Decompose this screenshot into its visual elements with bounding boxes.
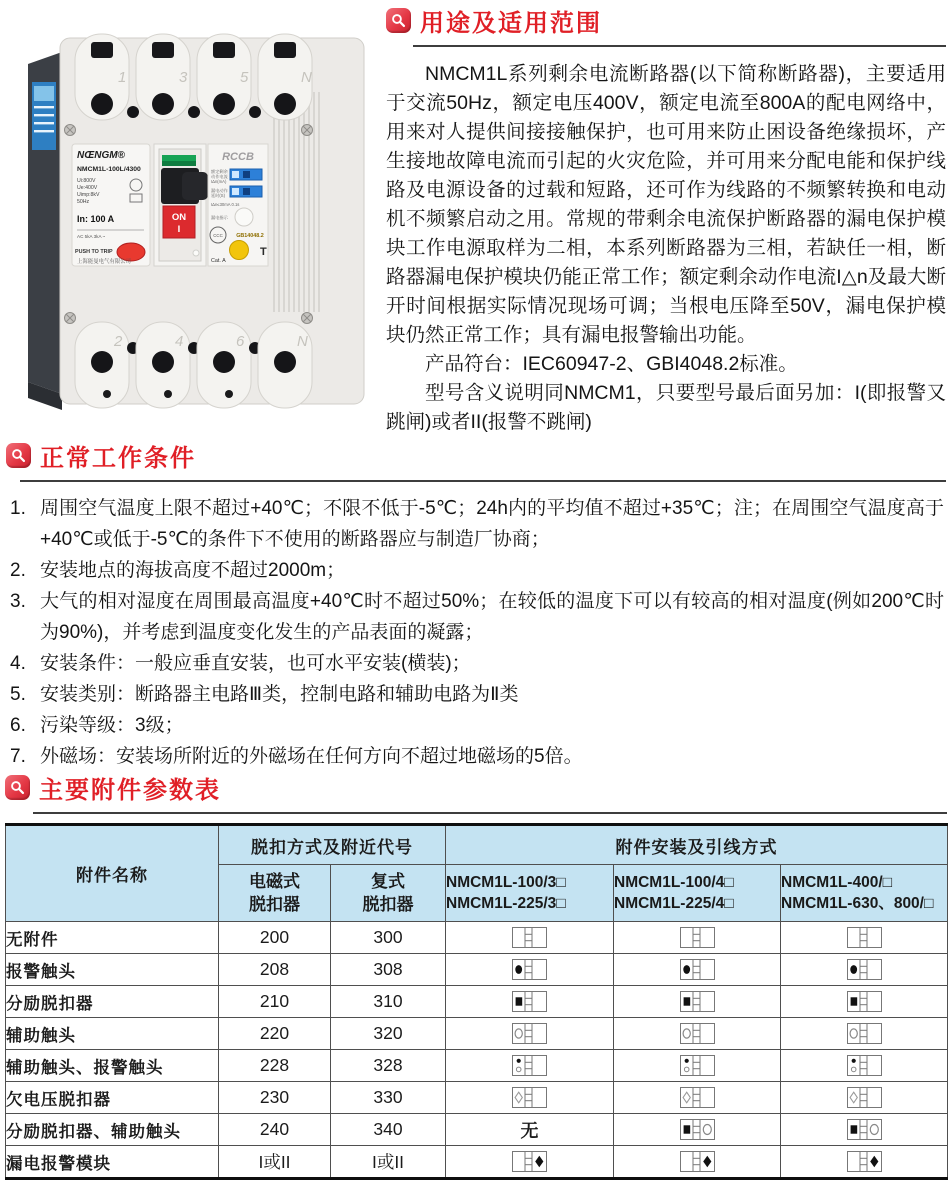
pole-number: 5 (240, 69, 249, 86)
wiring-icon-cell (614, 1146, 781, 1179)
condition-item (6, 555, 946, 586)
pole-number: N (297, 333, 308, 350)
section-divider (20, 480, 946, 482)
wiring-icon-cell (446, 1018, 614, 1050)
svg-text:CCC: CCC (213, 233, 223, 238)
column-group-install: 附件安装及引线方式 (446, 825, 948, 865)
electromagnetic-code: 220 (219, 1018, 331, 1050)
model-label: NMCM1L-100L/4300 (77, 166, 141, 173)
wiring-diamond-icon (680, 1087, 715, 1108)
svg-text:动作电流: 动作电流 (211, 174, 228, 179)
section-title: 用途及适用范围 (420, 10, 602, 37)
usage-paragraphs (386, 60, 946, 437)
condition-number: 3. (10, 591, 26, 612)
compound-code: 300 (331, 922, 446, 954)
wiring-icon-cell (446, 922, 614, 954)
condition-number: 1. (10, 498, 26, 519)
wiring-diamond_right-icon (847, 1151, 882, 1172)
condition-number: 2. (10, 560, 26, 581)
table-row (6, 1018, 948, 1050)
condition-item (6, 741, 946, 772)
accessory-name: 辅助触头、报警触头 (6, 1050, 219, 1082)
section-divider (33, 812, 947, 814)
electromagnetic-code: 210 (219, 986, 331, 1018)
section-accessory-table (5, 770, 947, 1180)
condition-item (6, 679, 946, 710)
condition-item (6, 586, 946, 648)
test-button-label: T (260, 246, 267, 258)
wiring-diamond_right-icon (512, 1151, 547, 1172)
wiring-plain-icon (847, 927, 882, 948)
svg-text:IΔn(mA): IΔn(mA) (211, 179, 227, 184)
compound-code: 310 (331, 986, 446, 1018)
svg-text:漏电指示: 漏电指示 (211, 215, 228, 220)
electromagnetic-code: 208 (219, 954, 331, 986)
wiring-icon-cell (614, 1114, 781, 1146)
no-accessory-text: 无 (446, 1114, 614, 1146)
svg-text:Uimp:8kV: Uimp:8kV (77, 192, 100, 198)
wiring-diamond_right-icon (680, 1151, 715, 1172)
switch-position-label: I (177, 224, 181, 235)
rated-current-label: In: 100 A (77, 214, 115, 224)
wiring-plain-icon (512, 927, 547, 948)
wiring-dot-icon (512, 959, 547, 980)
table-row (6, 954, 948, 986)
section-header (386, 3, 946, 38)
condition-text: 安装类别：断路器主电路Ⅲ类，控制电路和辅助电路为Ⅱ类 (40, 684, 519, 705)
accessory-name: 辅助触头 (6, 1018, 219, 1050)
compound-code: I或II (331, 1146, 446, 1179)
wiring-diamond-icon (847, 1087, 882, 1108)
wiring-square-icon (512, 991, 547, 1012)
accessory-name: 分励脱扣器 (6, 986, 219, 1018)
section-usage (386, 3, 946, 437)
wiring-dotpair-icon (512, 1055, 547, 1076)
compound-code: 308 (331, 954, 446, 986)
pole-number: 1 (118, 69, 127, 86)
product-photo (12, 22, 374, 420)
on-label: ON (171, 212, 187, 223)
electromagnetic-code: I或II (219, 1146, 331, 1179)
svg-text:IΔn≤30mA 0.1s: IΔn≤30mA 0.1s (211, 202, 240, 207)
pole-number: 4 (175, 333, 184, 350)
electromagnetic-code: 228 (219, 1050, 331, 1082)
indicator-window (235, 208, 253, 226)
wiring-icon-cell (781, 1018, 948, 1050)
accessory-name: 欠电压脱扣器 (6, 1082, 219, 1114)
wiring-dot-icon (680, 959, 715, 980)
condition-number: 4. (10, 653, 26, 674)
wiring-circle-icon (847, 1023, 882, 1044)
condition-item (6, 493, 946, 555)
section-header (6, 438, 946, 473)
wiring-dot-icon (847, 959, 882, 980)
accessory-name: 分励脱扣器、辅助触头 (6, 1114, 219, 1146)
wiring-icon-cell (781, 1082, 948, 1114)
svg-text:AC 5kA 3kA ~: AC 5kA 3kA ~ (77, 234, 106, 239)
wiring-icon-cell (446, 1082, 614, 1114)
usage-paragraph: 产品符台：IEC60947-2、GBI4048.2标准。 (425, 353, 798, 375)
condition-number: 7. (10, 746, 26, 767)
wiring-icon-cell (614, 1050, 781, 1082)
section-title: 主要附件参数表 (39, 777, 221, 804)
rccb-label: RCCB (222, 151, 254, 163)
electromagnetic-code: 240 (219, 1114, 331, 1146)
compound-code: 340 (331, 1114, 446, 1146)
wiring-icon-cell (614, 1018, 781, 1050)
wiring-icon-cell (614, 922, 781, 954)
pole-number: 2 (114, 333, 123, 350)
wiring-icon-cell (781, 1114, 948, 1146)
wiring-icon-cell (446, 1050, 614, 1082)
condition-text: 外磁场：安装场所附近的外磁场在任何方向不超过地磁场的5倍。 (40, 746, 583, 767)
table-row (6, 1050, 948, 1082)
column-header-model-3p: NMCM1L-100/3□ NMCM1L-225/3□ (446, 865, 614, 922)
svg-text:漏电动作: 漏电动作 (211, 188, 228, 193)
usage-paragraph: NMCM1L系列剩余电流断路器(以下简称断路器)，主要适用于交流50Hz，额定电压400V，额定电流至800A的配电网络中，用来对人提供间接接触保护，也可用来防止困设备绝缘损坏，产生接地故障电流而引起的火灾危险，并可用来分配电能和保护线路及电源设备的过载和短路，还可作为线路的不频繁转换和电动机不频繁启动之用。常规的带剩余电流保护断路器的漏电保护模块工作电源取样为二相，本系列断路器为三相，若缺任一相，断路器漏电保护模块仍能正常工作；额定剩余动作电流I△n及最大断开时间根据实际情况现场可调；当根电压降至50V，漏电保护模块仍然正常工作；具有漏电报警输出功能。 (386, 63, 946, 346)
wiring-icon-cell (614, 986, 781, 1018)
svg-text:Ui:800V: Ui:800V (77, 178, 96, 184)
section-title: 正常工作条件 (40, 445, 196, 472)
wiring-icon-cell (781, 954, 948, 986)
section-header (5, 770, 947, 805)
svg-text:延时(S): 延时(S) (211, 193, 225, 198)
condition-text: 周围空气温度上限不超过+40℃；不限不低于-5℃；24h内的平均值不超过+35℃；注；在周围空气温度高于+40℃或低于-5℃的条件下不使用的断路器应与制造厂协商； (40, 498, 944, 550)
wiring-dotpair-icon (680, 1055, 715, 1076)
svg-text:50Hz: 50Hz (77, 199, 90, 205)
pole-number: 3 (179, 69, 188, 86)
magnifier-icon (5, 775, 30, 800)
wiring-circle-icon (680, 1023, 715, 1044)
wiring-diamond-icon (512, 1087, 547, 1108)
nameplate (72, 144, 150, 266)
column-header-model-4p: NMCM1L-100/4□ NMCM1L-225/4□ (614, 865, 781, 922)
section-conditions (6, 438, 946, 772)
wiring-icon-cell (446, 1146, 614, 1179)
column-header-compound: 复式 脱扣器 (331, 865, 446, 922)
accessory-table (5, 823, 948, 1180)
usage-paragraph: 型号含义说明同NMCM1，只要型号最后面另加：I(即报警又跳闸)或者II(报警不跳闸) (386, 382, 946, 433)
column-group-trip-codes: 脱扣方式及附近代号 (219, 825, 446, 865)
accessory-name: 漏电报警模块 (6, 1146, 219, 1179)
magnifier-icon (6, 443, 31, 468)
push-to-trip-label: PUSH TO TRIP (75, 249, 113, 255)
cert-label: GB14048.2 (236, 233, 264, 239)
condition-number: 5. (10, 684, 26, 705)
compound-code: 330 (331, 1082, 446, 1114)
compound-code: 320 (331, 1018, 446, 1050)
table-row (6, 1114, 948, 1146)
column-header-electromagnetic: 电磁式 脱扣器 (219, 865, 331, 922)
condition-text: 安装条件：一般应垂直安装，也可水平安装(横装)； (40, 653, 471, 674)
wiring-circle-icon (512, 1023, 547, 1044)
section-divider (413, 45, 946, 47)
wiring-plain-icon (680, 927, 715, 948)
table-row (6, 922, 948, 954)
magnifier-icon (386, 8, 411, 33)
wiring-square_circle-icon (680, 1119, 715, 1140)
pole-number: 6 (236, 333, 245, 350)
wiring-icon-cell (781, 1146, 948, 1179)
rccb-panel (208, 144, 268, 266)
condition-text: 安装地点的海拔高度不超过2000m； (40, 560, 346, 581)
wiring-square-icon (847, 991, 882, 1012)
condition-number: 6. (10, 715, 26, 736)
table-row (6, 1146, 948, 1179)
compound-code: 328 (331, 1050, 446, 1082)
wiring-square_circle-icon (847, 1119, 882, 1140)
condition-text: 大气的相对湿度在周围最高温度+40℃时不超过50%；在较低的温度下可以有较高的相对温度(例如200℃时为90%)，并考虑到温度变化发生的产品表面的凝露； (40, 591, 944, 643)
condition-item (6, 710, 946, 741)
company-label: 上海能曼电气有限公司 (77, 259, 131, 265)
wiring-dotpair-icon (847, 1055, 882, 1076)
svg-text:额定剩余: 额定剩余 (211, 169, 228, 174)
accessory-name: 无附件 (6, 922, 219, 954)
pole-number: N (301, 69, 312, 86)
table-row (6, 1082, 948, 1114)
wiring-icon-cell (781, 922, 948, 954)
accessory-name: 报警触头 (6, 954, 219, 986)
wiring-icon-cell (446, 954, 614, 986)
electromagnetic-code: 230 (219, 1082, 331, 1114)
wiring-icon-cell (781, 986, 948, 1018)
condition-text: 污染等级：3级； (40, 715, 184, 736)
condition-item (6, 648, 946, 679)
brand-label: NŒNGM® (77, 150, 125, 161)
wiring-icon-cell (614, 954, 781, 986)
conditions-list (6, 493, 946, 772)
table-row (6, 986, 948, 1018)
electromagnetic-code: 200 (219, 922, 331, 954)
wiring-square-icon (680, 991, 715, 1012)
wiring-icon-cell (614, 1082, 781, 1114)
wiring-icon-cell (781, 1050, 948, 1082)
column-header-accessory-name: 附件名称 (6, 825, 219, 922)
column-header-model-large: NMCM1L-400/□ NMCM1L-630、800/□ (781, 865, 948, 922)
svg-text:Ue:400V: Ue:400V (77, 185, 98, 191)
circuit-breaker-image (12, 22, 374, 420)
wiring-icon-cell (446, 986, 614, 1018)
switch-module (154, 144, 208, 266)
test-button[interactable] (230, 241, 249, 260)
category-label: Cat. A (211, 258, 226, 264)
